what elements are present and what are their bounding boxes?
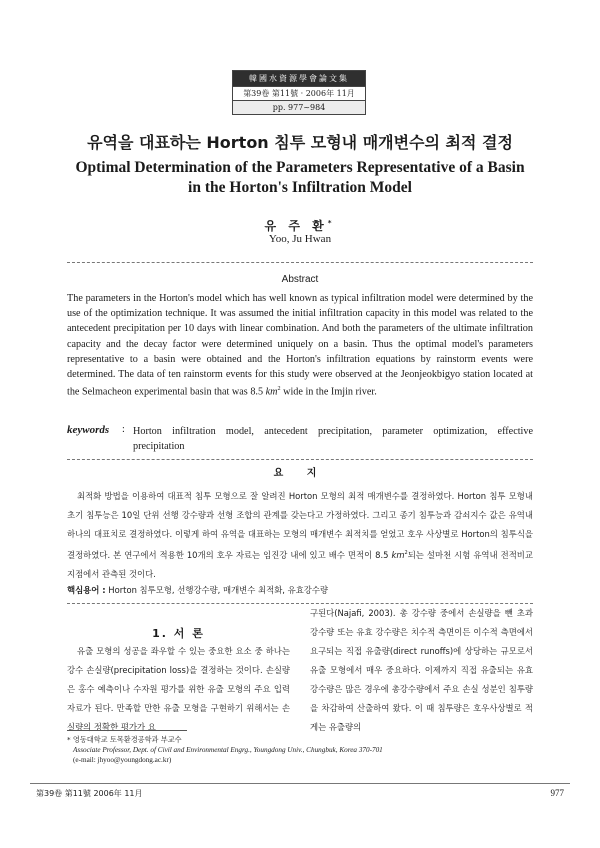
author-korean [0,217,600,234]
yoji-area-unit: km [391,549,405,560]
divider-middle [67,459,533,460]
introduction-left-column [67,642,290,737]
yoji-heading: 요 지 [273,468,327,479]
page-number: 977 [550,788,564,798]
footnote-line3: (e-mail: jhyoo@youngdong.ac.kr) [73,756,172,764]
yoji-text: 최적화 방법을 이용하여 대표적 침투 모형으로 잘 알려진 Horton 모형의 최적 매개변수를 결정하였다. Horton 침투 모형내 초기 침투능은 10일 단위 선행 강수량과 선형 조합의 관계를 갖는다고 가정하였다. 그리고 종기 침투능과 감쇠지수 값은 유역내 하나의 대표치로 결정하였다. 이렇게 하여 유역을 대표하는 모형의 매개변수 최적치를 얻었고 호우 사상별로 Horton의 침투식을 결정하였다. 본 연구에서 적용한 10개의 호우 자료는 임진강 내에 있고 배수 면적이 8.5 [67,491,533,560]
author-korean-name: 유 주 환 [264,219,328,233]
title-english [0,158,600,198]
introduction-left-text: 유출 모형의 성공을 좌우할 수 있는 중요한 요소 중 하나는 강수 손실량(precipitation loss)을 결정하는 것이다. 손실량은 홍수 예측이나 수자원 평가를 위한 유출 모형의 주요 입력 자료가 된다. 만족할 만한 유출 모형을 구현하기 위해서는 손실량의 정확한 평가가 요 [67,646,290,732]
keywords-colon: : [122,424,125,435]
yoji-area-exponent: 2 [404,550,408,556]
footnote-line1: * 영동대학교 토목환경공학과 부교수 [67,735,182,744]
author-footnote-mark: * [327,218,336,227]
yoji-tail: 되는 설마천 시험 유역내 전적비교 지점에서 관측된 것이다. [67,549,533,579]
abstract-area-exponent: 2 [277,386,281,393]
footnote [67,735,533,765]
korean-keywords [67,584,533,596]
page-footer-rule [30,783,570,784]
korean-keywords-text: Horton 침투모형, 선행강수량, 매개변수 최적화, 유효강수량 [105,585,329,595]
footnote-rule [67,730,187,731]
section-heading-introduction: 1. 서 론 [152,627,205,640]
abstract-tail: wide in the Imjin river. [280,386,377,398]
abstract-heading: Abstract [281,274,319,285]
author-english: Yoo, Ju Hwan [268,233,332,245]
abstract-area-unit: km [265,386,278,398]
title-korean: 유역을 대표하는 Horton 침투 모형내 매개변수의 최적 결정 [87,133,513,152]
keywords-label: keywords [67,424,110,436]
journal-name: 韓國水資源學會論文集 [233,71,365,86]
introduction-right-column [310,604,533,737]
footnote-line2: Associate Professor, Dept. of Civil and Environmental Engrg., Youngdong Univ., Chungbuk, Korea 370-701 [73,746,383,754]
volume-issue: 第39卷 第11號 · 2006年 11月 [233,86,365,100]
page-footer-journal: 第39卷 第11號 2006年 11月 [36,789,143,798]
abstract-body [67,291,533,400]
journal-info-box [232,70,366,115]
divider-top [67,262,533,263]
abstract-text: The parameters in the Horton's model which has well known as typical infiltration model were determined by the use of the optimization technique. It was assumed the initial infiltration capacity in this model was related to the antecedent precipitation per 10 days with linear combination. And both the parameters of the ultimate infiltration capacity and the decay factor were determined uniquely on a basin. Thus the optimal model's parameters representative to a basin were obtained and the Horton's infiltration equations by rainstorm events were determined. The data of ten rainstorm events for this study were observed at the Jeonjeokbigyo station located at the Selmacheon experimental basin that was 8.5 [67,293,533,398]
yoji-body [67,487,533,584]
korean-keywords-label: 핵심용어 : [67,585,106,595]
page-range: pp. 977~984 [233,100,365,114]
introduction-right-text: 구된다(Najafi, 2003). 총 강수량 중에서 손실량을 뺀 초과 강수량 또는 유효 강수량은 치수적 측면이든 이수적 측면에서 요구되는 직접 유출량(direct runoffs)에 상당하는 규모로서 유출 모형에서 매우 중요하다. 이제까지 직접 유출되는 유효 강수량은 많은 경우에 총강수량에서 주요 손실 성분인 침투량을 차감하여 산출하여 왔다. 이 때 침투량은 호우사상별로 적게는 유출량의 [310,608,533,732]
keywords-text: Horton infiltration model, antecedent precipitation, parameter optimization, effective precipitation [133,426,533,452]
title-english-line1: Optimal Determination of the Parameters Representative of a Basin [75,159,525,176]
title-english-line2: in the Horton's Infiltration Model [188,179,412,196]
